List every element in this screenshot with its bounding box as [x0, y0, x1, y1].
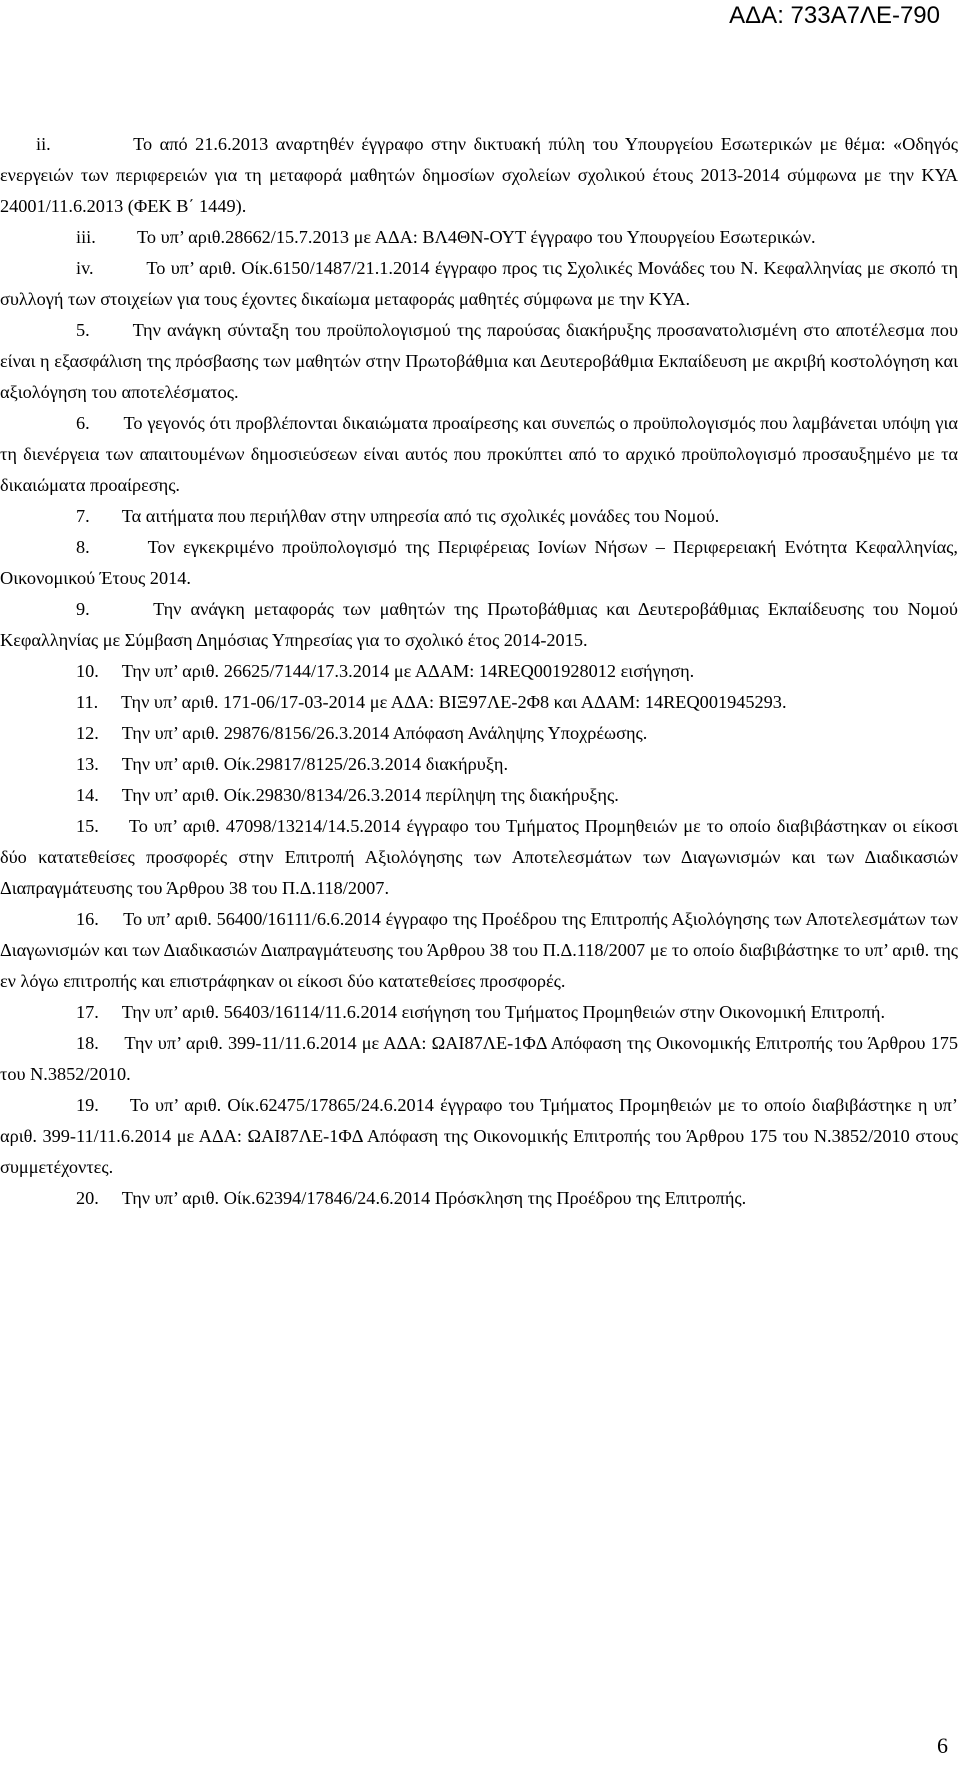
list-item: [0, 780, 958, 811]
list-item: [0, 1183, 958, 1214]
list-item: [0, 749, 958, 780]
item-text: Το υπ’ αριθ. Οίκ.62475/17865/24.6.2014 έγγραφο του Τμήματος Προμηθειών με το οποίο διαβιβάστηκε η υπ’ αριθ. 399-11/11.6.2014 με ΑΔΑ: ΩΑΙ87ΛΕ-1ΦΔ Απόφαση της Οικονομικής Επιτροπής του Άρθρου 175 του Ν.3852/2010 στους συμμετέχοντες.: [0, 1095, 959, 1177]
item-spacer: [90, 320, 133, 340]
item-text: Το γεγονός ότι προβλέπονται δικαιώματα προαίρεσης και συνεπώς ο προϋπολογισμός που λαμβάνεται υπόψη για τη διενέργεια των απαιτουμένων δημοσιεύσεων είναι αυτός που προκύπτει από το αρχικό προϋπολογισμό προσαυξημένο με τα δικαιώματα προαίρεσης.: [0, 413, 958, 495]
list-item: [0, 687, 958, 718]
item-text: Την ανάγκη σύνταξη του προϋπολογισμού της παρούσας διακήρυξης προσανατολισμένη στο αποτέλεσμα που είναι η εξασφάλιση της πρόσβασης των μαθητών στην Πρωτοβάθμια και Δευτεροβάθμια Εκπαίδευση με ακριβή κοστολόγηση και αξιολόγηση του αποτελέσματος.: [0, 320, 958, 402]
item-spacer: [99, 723, 122, 743]
item-number: 9.: [76, 599, 90, 619]
item-spacer: [99, 1095, 130, 1115]
item-number: 17.: [76, 1002, 99, 1022]
list-item: [0, 501, 958, 532]
list-item: [0, 997, 958, 1028]
list-item: [0, 532, 958, 594]
ada-code: ΑΔΑ: 733Α7ΛΕ-790: [729, 2, 940, 29]
item-number: ii.: [36, 134, 51, 154]
list-item: [0, 129, 958, 222]
item-spacer: [99, 1033, 125, 1053]
item-number: 8.: [76, 537, 90, 557]
item-text: Το υπ’ αριθ. Οίκ.6150/1487/21.1.2014 έγγραφο προς τις Σχολικές Μονάδες του Ν. Κεφαλληνίας με σκοπό τη συλλογή των στοιχείων για τους έχοντες δικαίωμα μεταφοράς μαθητές σύμφωνα με την ΚΥΑ.: [0, 258, 959, 309]
document-body: [0, 129, 958, 1214]
item-number: 19.: [76, 1095, 99, 1115]
item-number: iv.: [76, 258, 94, 278]
item-spacer: [96, 227, 137, 247]
item-spacer: [90, 506, 122, 526]
item-text: Την υπ’ αριθ. 399-11/11.6.2014 με ΑΔΑ: ΩΑΙ87ΛΕ-1ΦΔ Απόφαση της Οικονομικής Επιτροπής του Άρθρου 175 του Ν.3852/2010.: [0, 1033, 958, 1084]
item-text: Τον εγκεκριμένο προϋπολογισμό της Περιφέρειας Ιονίων Νήσων – Περιφερειακή Ενότητα Κεφαλληνίας, Οικονομικού Έτους 2014.: [0, 537, 958, 588]
item-spacer: [90, 599, 153, 619]
item-number: 5.: [76, 320, 90, 340]
item-number: 14.: [76, 785, 99, 805]
list-item: [0, 594, 958, 656]
page-number: 6: [937, 1733, 948, 1758]
list-item: [0, 811, 958, 904]
item-number: 12.: [76, 723, 99, 743]
item-number: 15.: [76, 816, 99, 836]
item-spacer: [99, 1188, 122, 1208]
list-item: [0, 656, 958, 687]
item-number: 13.: [76, 754, 99, 774]
item-text: Το υπ’ αριθ.28662/15.7.2013 με ΑΔΑ: ΒΛ4ΘΝ-ΟΥΤ έγγραφο του Υπουργείου Εσωτερικών.: [136, 227, 816, 247]
item-text: Την υπ’ αριθ. 171-06/17-03-2014 με ΑΔΑ: ΒΙΞ97ΛΕ-2Φ8 και ΑΔΑΜ: 14REQ001945293.: [121, 692, 787, 712]
item-spacer: [51, 134, 133, 154]
item-spacer: [99, 1002, 122, 1022]
list-item: [0, 408, 958, 501]
item-text: Την υπ’ αριθ. Οίκ.29830/8134/26.3.2014 περίληψη της διακήρυξης.: [121, 785, 619, 805]
item-spacer: [90, 537, 148, 557]
list-item: [0, 1090, 958, 1183]
item-spacer: [99, 909, 123, 929]
list-item: [0, 222, 958, 253]
item-spacer: [94, 258, 147, 278]
item-number: iii.: [76, 227, 96, 247]
item-text: Τα αιτήματα που περιήλθαν στην υπηρεσία από τις σχολικές μονάδες του Νομού.: [121, 506, 720, 526]
item-text: Την υπ’ αριθ. Οίκ.29817/8125/26.3.2014 διακήρυξη.: [121, 754, 509, 774]
item-number: 11.: [76, 692, 99, 712]
list-item: [0, 315, 958, 408]
item-spacer: [98, 692, 121, 712]
item-number: 20.: [76, 1188, 99, 1208]
list-item: [0, 904, 958, 997]
item-text: Την υπ’ αριθ. Οίκ.62394/17846/24.6.2014 Πρόσκληση της Προέδρου της Επιτροπής.: [121, 1188, 747, 1208]
item-number: 6.: [76, 413, 90, 433]
item-text: Την ανάγκη μεταφοράς των μαθητών της Πρωτοβάθμιας και Δευτεροβάθμιας Εκπαίδευσης του Νομού Κεφαλληνίας με Σύμβαση Δημόσιας Υπηρεσίας για το σχολικό έτος 2014-2015.: [0, 599, 958, 650]
item-text: Το υπ’ αριθ. 47098/13214/14.5.2014 έγγραφο του Τμήματος Προμηθειών με το οποίο διαβιβάστηκαν οι είκοσι δύο κατατεθείσες προσφορές στην Επιτροπή Αξιολόγησης των Αποτελεσμάτων των Διαγωνισμών και των Διαδικασιών Διαπραγμάτευσης του Άρθρου 38 του Π.Δ.118/2007.: [0, 816, 958, 898]
list-item: [0, 718, 958, 749]
item-number: 7.: [76, 506, 90, 526]
list-item: [0, 253, 958, 315]
item-text: Την υπ’ αριθ. 26625/7144/17.3.2014 με ΑΔΑΜ: 14REQ001928012 εισήγηση.: [121, 661, 695, 681]
item-spacer: [99, 661, 122, 681]
item-number: 10.: [76, 661, 99, 681]
item-text: Την υπ’ αριθ. 29876/8156/26.3.2014 Απόφαση Ανάληψης Υποχρέωσης.: [121, 723, 648, 743]
item-spacer: [90, 413, 124, 433]
list-item: [0, 1028, 958, 1090]
item-spacer: [99, 754, 122, 774]
item-number: 18.: [76, 1033, 99, 1053]
item-number: 16.: [76, 909, 99, 929]
item-text: Το υπ’ αριθ. 56400/16111/6.6.2014 έγγραφο της Προέδρου της Επιτροπής Αξιολόγησης των Αποτελεσμάτων των Διαγωνισμών και των Διαδικασιών Διαπραγμάτευσης του Άρθρου 38 του Π.Δ.118/2007 με το οποίο διαβιβάστηκε το υπ’ αριθ. της εν λόγω επιτροπής και επιστράφηκαν οι είκοσι δύο κατατεθείσες προσφορές.: [0, 909, 958, 991]
item-text: Το από 21.6.2013 αναρτηθέν έγγραφο στην δικτυακή πύλη του Υπουργείου Εσωτερικών με θέμα: «Οδηγός ενεργειών των περιφερειών για τη μεταφορά μαθητών δημοσίων σχολείων σχολικού έτους 2013-2014 σύμφωνα με την ΚΥΑ 24001/11.6.2013 (ΦΕΚ Β΄ 1449).: [0, 134, 958, 216]
item-spacer: [99, 785, 122, 805]
item-text: Την υπ’ αριθ. 56403/16114/11.6.2014 εισήγηση του Τμήματος Προμηθειών στην Οικονομική Επιτροπή.: [121, 1002, 886, 1022]
item-spacer: [99, 816, 129, 836]
